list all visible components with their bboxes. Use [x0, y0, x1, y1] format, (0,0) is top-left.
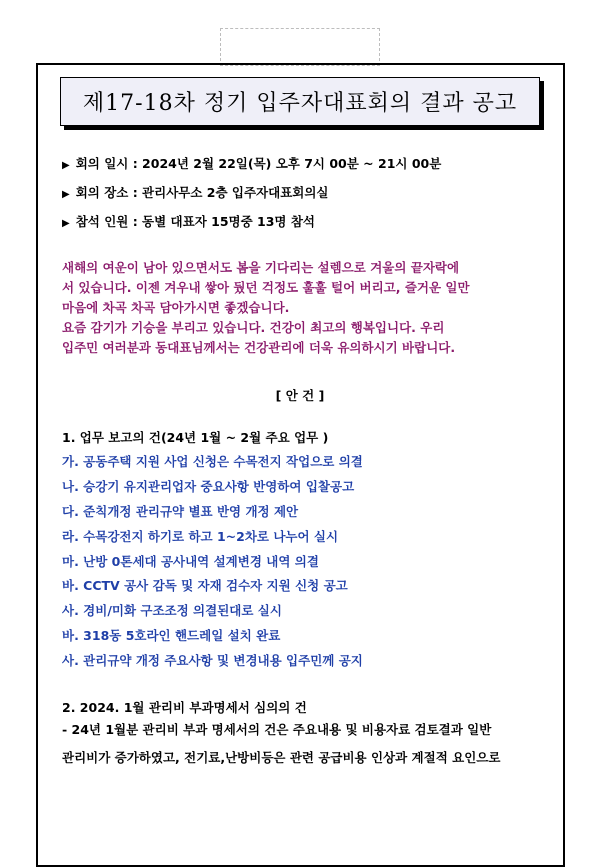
section2-line: 관리비가 증가하였고, 전기료,난방비등은 관련 공급비용 인상과 계절적 요인으로: [62, 750, 501, 765]
meta-attendance: [62, 212, 315, 230]
section2-line: - 24년 1월분 관리비 부과 명세서의 건은 주요내용 및 비용자료 검토결과 일반: [62, 722, 492, 737]
list-item: 나. 승강기 유지관리업자 중요사항 반영하여 입찰공고: [62, 479, 355, 494]
meta-location-text: 회의 장소 : 관리사무소 2층 입주자대표회의실: [75, 185, 329, 200]
section1-heading: 1. 업무 보고의 건(24년 1월 ~ 2월 주요 업무 ): [62, 430, 329, 445]
greeting-paragraph: [62, 258, 542, 358]
page-title: 제17-18차 정기 입주자대표회의 결과 공고: [82, 91, 518, 116]
list-item: 마. 난방 0톤세대 공사내역 설계변경 내역 의결: [62, 554, 319, 569]
greeting-line: 서 있습니다. 이젠 겨우내 쌓아 뒀던 걱정도 훌훌 털어 버리고, 즐거운 일만: [62, 280, 470, 295]
stamp-box: [220, 28, 380, 66]
title-box: [60, 77, 540, 126]
greeting-line: 마음에 차곡 차곡 담아가시면 좋겠습니다.: [62, 300, 290, 315]
section2-heading: 2. 2024. 1월 관리비 부과명세서 심의의 건: [62, 700, 307, 715]
list-item: 바. CCTV 공사 감독 및 자재 검수자 지원 신청 공고: [62, 578, 348, 593]
greeting-line: 입주민 여러분과 동대표님께서는 건강관리에 더욱 유의하시기 바랍니다.: [62, 340, 456, 355]
section2-body: [62, 716, 546, 772]
meta-location: [62, 183, 329, 201]
list-item: 다. 준칙개정 관리규약 별표 반영 개정 제안: [62, 504, 299, 519]
triangle-icon: ▶: [62, 218, 70, 229]
meta-attendance-text: 참석 인원 : 동별 대표자 15명중 13명 참석: [75, 214, 316, 229]
list-item: 사. 경비/미화 구조조정 의결된대로 실시: [62, 603, 282, 618]
agenda-heading: [ 안 건 ]: [275, 388, 325, 403]
greeting-line: 요즘 감기가 기승을 부리고 있습니다. 건강이 최고의 행복입니다. 우리: [62, 320, 445, 335]
triangle-icon: ▶: [62, 160, 70, 171]
list-item: 라. 수목강전지 하기로 하고 1~2차로 나누어 실시: [62, 529, 339, 544]
list-item: 사. 관리규약 개정 주요사항 및 변경내용 입주민께 공지: [62, 653, 363, 668]
list-item: 바. 318동 5호라인 핸드레일 설치 완료: [62, 628, 281, 643]
meta-datetime-text: 회의 일시 : 2024년 2월 22일(목) 오후 7시 00분 ~ 21시 00분: [75, 156, 442, 171]
list-item: 가. 공동주택 지원 사업 신청은 수목전지 작업으로 의결: [62, 454, 363, 469]
greeting-line: 새해의 여운이 남아 있으면서도 봄을 기다리는 설렘으로 겨울의 끝자락에: [62, 260, 460, 275]
meta-datetime: [62, 154, 441, 172]
triangle-icon: ▶: [62, 189, 70, 200]
